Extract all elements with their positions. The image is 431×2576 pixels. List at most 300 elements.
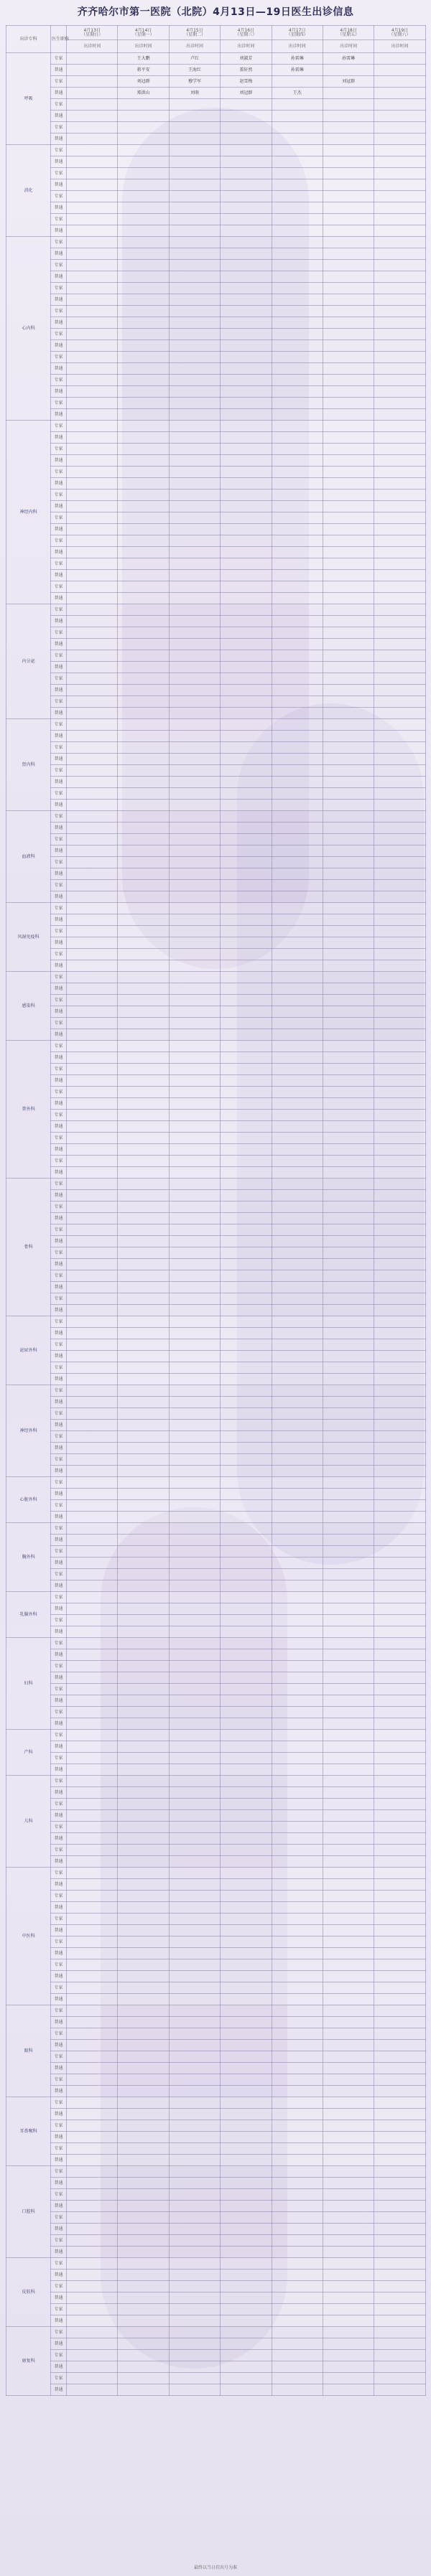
doctor-cell bbox=[221, 1649, 272, 1661]
doctor-title-cell: 专家 bbox=[51, 788, 67, 800]
doctor-cell bbox=[272, 145, 323, 156]
doctor-cell bbox=[272, 2109, 323, 2120]
doctor-cell bbox=[323, 501, 374, 512]
schedule-row bbox=[6, 202, 426, 214]
doctor-cell bbox=[272, 2051, 323, 2063]
doctor-cell bbox=[272, 1661, 323, 1672]
doctor-cell bbox=[221, 1741, 272, 1753]
doctor-cell bbox=[221, 558, 272, 570]
doctor-cell bbox=[221, 731, 272, 742]
doctor-cell bbox=[118, 1018, 169, 1029]
doctor-title-cell: 普通 bbox=[51, 1902, 67, 1914]
doctor-cell bbox=[272, 363, 323, 375]
schedule-row bbox=[6, 214, 426, 225]
doctor-cell bbox=[67, 1741, 118, 1753]
doctor-cell bbox=[374, 1638, 425, 1649]
session-label: 出诊时间 bbox=[272, 40, 323, 53]
doctor-cell bbox=[272, 294, 323, 306]
doctor-cell bbox=[272, 1236, 323, 1247]
doctor-cell bbox=[169, 225, 220, 237]
doctor-cell bbox=[272, 76, 323, 88]
doctor-cell: 刘萌 bbox=[169, 88, 220, 99]
schedule-row bbox=[6, 1282, 426, 1293]
doctor-cell bbox=[169, 1293, 220, 1305]
doctor-cell bbox=[169, 731, 220, 742]
doctor-cell bbox=[169, 1718, 220, 1730]
doctor-cell bbox=[118, 363, 169, 375]
doctor-cell bbox=[67, 1718, 118, 1730]
doctor-cell bbox=[169, 156, 220, 168]
doctor-cell bbox=[323, 306, 374, 317]
doctor-title-cell: 普通 bbox=[51, 983, 67, 995]
doctor-cell bbox=[374, 65, 425, 76]
doctor-cell bbox=[169, 2017, 220, 2028]
doctor-cell bbox=[67, 421, 118, 432]
doctor-cell bbox=[374, 490, 425, 501]
doctor-cell bbox=[221, 1500, 272, 1512]
doctor-cell bbox=[118, 1753, 169, 1764]
schedule-header bbox=[6, 26, 426, 53]
doctor-cell bbox=[118, 1592, 169, 1603]
doctor-cell bbox=[169, 1270, 220, 1282]
doctor-cell bbox=[221, 1982, 272, 1994]
doctor-cell bbox=[169, 1213, 220, 1224]
doctor-title-cell: 专家 bbox=[51, 1385, 67, 1397]
doctor-title-cell: 普通 bbox=[51, 202, 67, 214]
doctor-cell bbox=[169, 696, 220, 708]
doctor-cell bbox=[221, 593, 272, 604]
doctor-cell bbox=[221, 202, 272, 214]
schedule-row bbox=[6, 512, 426, 524]
doctor-cell bbox=[169, 616, 220, 627]
doctor-cell bbox=[169, 1202, 220, 1213]
doctor-cell bbox=[374, 1558, 425, 1569]
doctor-title-cell: 专家 bbox=[51, 421, 67, 432]
doctor-cell bbox=[374, 1328, 425, 1339]
doctor-cell bbox=[118, 1936, 169, 1948]
doctor-cell bbox=[221, 800, 272, 811]
doctor-cell bbox=[221, 811, 272, 823]
doctor-cell bbox=[272, 1408, 323, 1420]
doctor-cell bbox=[323, 352, 374, 363]
doctor-cell bbox=[169, 1454, 220, 1466]
doctor-cell bbox=[323, 1431, 374, 1443]
doctor-title-cell: 普通 bbox=[51, 708, 67, 719]
schedule-row bbox=[6, 1362, 426, 1374]
doctor-cell bbox=[374, 1649, 425, 1661]
doctor-cell bbox=[67, 444, 118, 455]
doctor-cell bbox=[221, 2040, 272, 2051]
schedule-row bbox=[6, 558, 426, 570]
doctor-title-cell: 普通 bbox=[51, 294, 67, 306]
doctor-cell bbox=[169, 1833, 220, 1845]
doctor-cell bbox=[118, 834, 169, 846]
doctor-cell bbox=[374, 202, 425, 214]
doctor-cell bbox=[169, 237, 220, 248]
doctor-cell bbox=[374, 834, 425, 846]
doctor-cell bbox=[323, 386, 374, 398]
doctor-cell bbox=[67, 2051, 118, 2063]
doctor-cell bbox=[221, 1695, 272, 1707]
doctor-cell bbox=[169, 179, 220, 191]
doctor-title-cell: 专家 bbox=[51, 2373, 67, 2384]
doctor-cell bbox=[323, 2178, 374, 2189]
doctor-cell bbox=[323, 1684, 374, 1695]
doctor-cell bbox=[272, 558, 323, 570]
schedule-row bbox=[6, 352, 426, 363]
doctor-cell bbox=[169, 1615, 220, 1626]
doctor-title-cell: 普通 bbox=[51, 501, 67, 512]
doctor-cell bbox=[67, 2361, 118, 2373]
doctor-cell bbox=[374, 1454, 425, 1466]
doctor-title-cell: 专家 bbox=[51, 949, 67, 960]
doctor-cell bbox=[374, 375, 425, 386]
doctor-cell bbox=[67, 409, 118, 421]
doctor-cell bbox=[323, 570, 374, 581]
doctor-title-cell: 普通 bbox=[51, 2063, 67, 2074]
doctor-cell bbox=[118, 846, 169, 857]
doctor-cell bbox=[169, 2201, 220, 2212]
doctor-cell bbox=[323, 2097, 374, 2109]
doctor-cell bbox=[272, 2235, 323, 2247]
schedule-row bbox=[6, 53, 426, 65]
schedule-row bbox=[6, 409, 426, 421]
doctor-cell bbox=[221, 2235, 272, 2247]
doctor-cell bbox=[374, 2247, 425, 2258]
doctor-title-cell: 专家 bbox=[51, 1362, 67, 1374]
doctor-cell bbox=[221, 1385, 272, 1397]
doctor-cell bbox=[118, 1512, 169, 1523]
doctor-cell bbox=[169, 1799, 220, 1810]
doctor-cell bbox=[118, 1707, 169, 1718]
doctor-cell bbox=[272, 1741, 323, 1753]
doctor-cell bbox=[118, 1695, 169, 1707]
doctor-cell bbox=[67, 1236, 118, 1247]
doctor-cell bbox=[221, 1431, 272, 1443]
doctor-title-cell: 专家 bbox=[51, 696, 67, 708]
doctor-cell bbox=[323, 1523, 374, 1535]
doctor-cell bbox=[323, 708, 374, 719]
schedule-row bbox=[6, 76, 426, 88]
doctor-cell bbox=[221, 983, 272, 995]
doctor-cell bbox=[221, 2304, 272, 2315]
doctor-title-cell: 普通 bbox=[51, 2361, 67, 2373]
doctor-cell bbox=[169, 306, 220, 317]
doctor-cell bbox=[221, 2212, 272, 2224]
doctor-cell bbox=[374, 501, 425, 512]
doctor-cell bbox=[323, 880, 374, 891]
schedule-row bbox=[6, 926, 426, 937]
doctor-cell bbox=[272, 421, 323, 432]
doctor-cell bbox=[67, 834, 118, 846]
doctor-cell bbox=[169, 1558, 220, 1569]
doctor-cell bbox=[118, 1351, 169, 1362]
doctor-cell bbox=[272, 1018, 323, 1029]
doctor-title-cell: 专家 bbox=[51, 1799, 67, 1810]
doctor-cell bbox=[272, 1730, 323, 1741]
doctor-title-cell: 普通 bbox=[51, 2270, 67, 2281]
doctor-cell bbox=[323, 340, 374, 352]
doctor-cell bbox=[374, 2281, 425, 2292]
doctor-cell bbox=[323, 1408, 374, 1420]
doctor-cell bbox=[272, 1259, 323, 1270]
doctor-cell bbox=[272, 2040, 323, 2051]
doctor-cell bbox=[67, 1879, 118, 1891]
doctor-cell bbox=[67, 1512, 118, 1523]
doctor-cell bbox=[118, 122, 169, 134]
doctor-cell bbox=[272, 1374, 323, 1385]
doctor-cell bbox=[118, 754, 169, 765]
doctor-cell bbox=[323, 2132, 374, 2143]
doctor-title-cell: 普通 bbox=[51, 1052, 67, 1064]
doctor-title-cell: 普通 bbox=[51, 1672, 67, 1684]
doctor-cell bbox=[323, 363, 374, 375]
doctor-cell bbox=[67, 627, 118, 639]
doctor-cell bbox=[169, 926, 220, 937]
doctor-title-cell: 普通 bbox=[51, 1213, 67, 1224]
doctor-cell bbox=[169, 248, 220, 260]
doctor-cell bbox=[323, 1822, 374, 1833]
doctor-cell bbox=[118, 604, 169, 616]
schedule-row bbox=[6, 1316, 426, 1328]
doctor-cell bbox=[374, 593, 425, 604]
doctor-title-cell: 专家 bbox=[51, 490, 67, 501]
doctor-cell bbox=[169, 1144, 220, 1156]
doctor-cell bbox=[374, 2143, 425, 2155]
doctor-cell bbox=[323, 765, 374, 777]
doctor-cell bbox=[118, 2109, 169, 2120]
schedule-row bbox=[6, 1718, 426, 1730]
doctor-cell bbox=[118, 765, 169, 777]
doctor-cell bbox=[374, 260, 425, 271]
schedule-row bbox=[6, 1856, 426, 1868]
doctor-cell bbox=[323, 1879, 374, 1891]
doctor-title-cell: 普通 bbox=[51, 1282, 67, 1293]
doctor-cell bbox=[323, 2281, 374, 2292]
schedule-row bbox=[6, 1707, 426, 1718]
doctor-cell bbox=[272, 168, 323, 179]
doctor-cell bbox=[323, 2005, 374, 2017]
doctor-cell bbox=[169, 409, 220, 421]
doctor-cell bbox=[221, 2327, 272, 2338]
doctor-title-cell: 普通 bbox=[51, 662, 67, 673]
doctor-cell bbox=[272, 823, 323, 834]
doctor-cell bbox=[221, 2120, 272, 2132]
doctor-cell bbox=[118, 2155, 169, 2166]
doctor-cell bbox=[323, 421, 374, 432]
doctor-title-cell: 专家 bbox=[51, 1868, 67, 1879]
doctor-cell bbox=[374, 1741, 425, 1753]
doctor-cell bbox=[221, 179, 272, 191]
doctor-cell bbox=[221, 1535, 272, 1546]
doctor-cell bbox=[118, 2051, 169, 2063]
doctor-cell bbox=[67, 2270, 118, 2281]
doctor-cell bbox=[67, 972, 118, 983]
doctor-title-cell: 普通 bbox=[51, 2132, 67, 2143]
doctor-title-cell: 普通 bbox=[51, 156, 67, 168]
doctor-cell bbox=[272, 478, 323, 490]
doctor-cell bbox=[169, 1362, 220, 1374]
schedule-row bbox=[6, 260, 426, 271]
schedule-row bbox=[6, 1776, 426, 1787]
doctor-cell bbox=[272, 1891, 323, 1902]
doctor-cell bbox=[374, 1018, 425, 1029]
doctor-cell bbox=[323, 960, 374, 972]
doctor-cell bbox=[67, 398, 118, 409]
doctor-cell bbox=[221, 134, 272, 145]
doctor-cell bbox=[221, 1822, 272, 1833]
doctor-cell bbox=[272, 1006, 323, 1018]
doctor-cell bbox=[374, 765, 425, 777]
doctor-cell bbox=[221, 237, 272, 248]
doctor-cell bbox=[221, 834, 272, 846]
doctor-cell bbox=[118, 1270, 169, 1282]
doctor-cell: 赵雪梅 bbox=[221, 76, 272, 88]
doctor-title-cell: 专家 bbox=[51, 283, 67, 294]
schedule-row bbox=[6, 1868, 426, 1879]
doctor-cell bbox=[67, 1914, 118, 1925]
doctor-cell bbox=[169, 1466, 220, 1477]
doctor-title-cell: 专家 bbox=[51, 1523, 67, 1535]
schedule-row bbox=[6, 1684, 426, 1695]
doctor-cell bbox=[169, 1879, 220, 1891]
doctor-cell bbox=[67, 1420, 118, 1431]
doctor-cell bbox=[221, 1282, 272, 1293]
doctor-cell bbox=[374, 581, 425, 593]
doctor-cell bbox=[374, 823, 425, 834]
doctor-cell bbox=[272, 1603, 323, 1615]
doctor-cell bbox=[118, 2017, 169, 2028]
doctor-title-cell: 专家 bbox=[51, 2258, 67, 2270]
doctor-cell bbox=[221, 1374, 272, 1385]
schedule-row bbox=[6, 857, 426, 868]
doctor-cell bbox=[272, 1029, 323, 1041]
doctor-cell bbox=[272, 122, 323, 134]
doctor-cell bbox=[272, 386, 323, 398]
doctor-cell bbox=[272, 1914, 323, 1925]
doctor-cell bbox=[67, 2247, 118, 2258]
doctor-title-cell: 普通 bbox=[51, 1626, 67, 1638]
doctor-cell bbox=[272, 2166, 323, 2178]
doctor-cell bbox=[272, 524, 323, 535]
doctor-cell bbox=[221, 490, 272, 501]
doctor-cell bbox=[67, 512, 118, 524]
doctor-cell bbox=[374, 2097, 425, 2109]
doctor-title-cell: 普通 bbox=[51, 1190, 67, 1202]
doctor-cell bbox=[67, 983, 118, 995]
schedule-row bbox=[6, 719, 426, 731]
doctor-cell bbox=[169, 1477, 220, 1489]
doctor-cell bbox=[221, 650, 272, 662]
doctor-cell bbox=[374, 1110, 425, 1121]
schedule-row bbox=[6, 1202, 426, 1213]
doctor-cell bbox=[67, 1615, 118, 1626]
doctor-cell bbox=[323, 857, 374, 868]
schedule-row bbox=[6, 1075, 426, 1087]
doctor-cell bbox=[221, 2270, 272, 2281]
day-date: 4月18日 bbox=[340, 27, 357, 33]
doctor-cell bbox=[118, 1546, 169, 1558]
doctor-cell bbox=[67, 1328, 118, 1339]
page-title: 齐齐哈尔市第一医院（北院）4月13日—19日医生出诊信息 bbox=[77, 6, 354, 18]
doctor-title-cell: 专家 bbox=[51, 53, 67, 65]
doctor-cell bbox=[118, 926, 169, 937]
schedule-row bbox=[6, 1626, 426, 1638]
doctor-cell bbox=[272, 1202, 323, 1213]
doctor-cell bbox=[169, 2292, 220, 2304]
schedule-row bbox=[6, 1156, 426, 1167]
doctor-cell bbox=[374, 1959, 425, 1971]
doctor-cell bbox=[374, 2017, 425, 2028]
doctor-cell bbox=[169, 1305, 220, 1316]
schedule-row bbox=[6, 2304, 426, 2315]
doctor-cell bbox=[323, 317, 374, 329]
dept-cell: 妇科 bbox=[6, 1638, 51, 1730]
doctor-cell bbox=[374, 283, 425, 294]
doctor-title-cell: 专家 bbox=[51, 2189, 67, 2201]
doctor-cell bbox=[323, 1339, 374, 1351]
doctor-cell bbox=[67, 1247, 118, 1259]
schedule-row bbox=[6, 1500, 426, 1512]
doctor-cell bbox=[118, 593, 169, 604]
doctor-cell bbox=[169, 1489, 220, 1500]
doctor-cell bbox=[374, 2040, 425, 2051]
doctor-cell bbox=[323, 145, 374, 156]
doctor-title-cell: 专家 bbox=[51, 834, 67, 846]
doctor-cell bbox=[272, 868, 323, 880]
doctor-cell bbox=[272, 535, 323, 547]
schedule-row bbox=[6, 1603, 426, 1615]
doctor-cell bbox=[118, 972, 169, 983]
doctor-cell bbox=[118, 995, 169, 1006]
doctor-title-cell: 专家 bbox=[51, 2074, 67, 2086]
doctor-cell bbox=[374, 857, 425, 868]
doctor-cell bbox=[169, 1075, 220, 1087]
doctor-cell bbox=[272, 2028, 323, 2040]
doctor-cell bbox=[272, 1454, 323, 1466]
doctor-title-cell: 普通 bbox=[51, 639, 67, 650]
doctor-cell bbox=[272, 2270, 323, 2281]
doctor-cell bbox=[221, 1489, 272, 1500]
doctor-title-cell: 专家 bbox=[51, 122, 67, 134]
doctor-cell bbox=[374, 777, 425, 788]
doctor-cell bbox=[169, 1512, 220, 1523]
doctor-cell bbox=[118, 1868, 169, 1879]
doctor-cell bbox=[272, 880, 323, 891]
doctor-cell bbox=[118, 903, 169, 914]
doctor-cell bbox=[323, 800, 374, 811]
schedule-row bbox=[6, 1925, 426, 1936]
schedule-row bbox=[6, 156, 426, 168]
doctor-cell bbox=[221, 478, 272, 490]
doctor-cell bbox=[169, 639, 220, 650]
schedule-row bbox=[6, 811, 426, 823]
doctor-cell bbox=[67, 1776, 118, 1787]
schedule-row bbox=[6, 949, 426, 960]
doctor-cell bbox=[323, 2224, 374, 2235]
doctor-cell bbox=[221, 616, 272, 627]
doctor-cell bbox=[221, 214, 272, 225]
doctor-cell bbox=[67, 1638, 118, 1649]
doctor-cell bbox=[272, 1270, 323, 1282]
doctor-cell bbox=[374, 294, 425, 306]
doctor-cell bbox=[67, 260, 118, 271]
schedule-row bbox=[6, 1339, 426, 1351]
doctor-cell bbox=[221, 2028, 272, 2040]
doctor-title-cell: 普通 bbox=[51, 2247, 67, 2258]
doctor-cell bbox=[118, 467, 169, 478]
doctor-cell bbox=[67, 271, 118, 283]
